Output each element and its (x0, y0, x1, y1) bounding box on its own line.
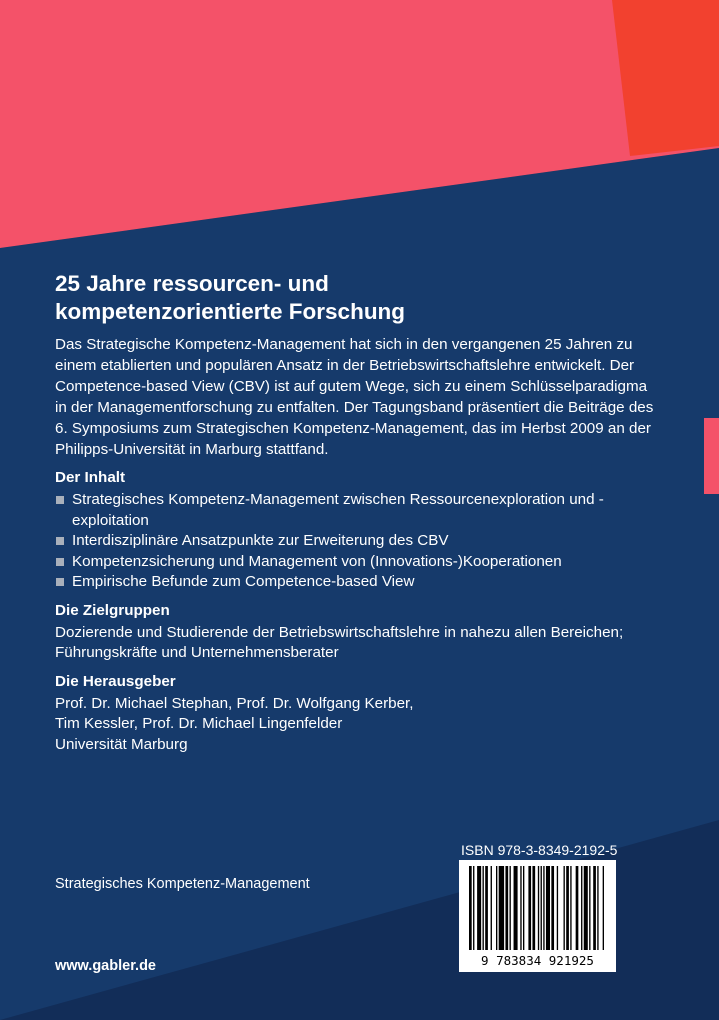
barcode-bar (566, 866, 569, 950)
barcode-bar (576, 866, 579, 950)
barcode-bar (584, 866, 588, 950)
series-title: Strategisches Kompetenz-Management (55, 876, 310, 892)
inhalt-list (55, 490, 655, 593)
barcode-bar (469, 866, 472, 950)
barcode-bar (603, 866, 604, 950)
barcode-bar (528, 866, 531, 950)
barcode-bar (520, 866, 521, 950)
list-item: Empirische Befunde zum Competence-based View (55, 572, 655, 593)
barcode-bar (541, 866, 542, 950)
intro-paragraph: Das Strategische Kompetenz-Management hat sich in den vergangenen 25 Jahren zu einem etablierten und populären Ansatz in der Betriebswirtschaftslehre entwickelt. Der Competence-based View (CBV) ist auf gutem Wege, sich zu einem Schlüsselparadigma in der Managementforschung zu entfalten. Der Tagungsband präsentiert die Beiträge des 6. Symposiums zum Strategischen Kompetenz-Management, das im Herbst 2009 an der Philipps-Universität in Marburg stattfand. (55, 336, 654, 458)
herausgeber-line-3: Universität Marburg (55, 735, 188, 753)
barcode-bar (589, 866, 590, 950)
square-bullet-icon (56, 558, 64, 566)
barcode-bar (491, 866, 492, 950)
square-bullet-icon (56, 578, 64, 586)
barcode-bar (510, 866, 511, 950)
list-item: Kompetenzsicherung und Management von (Innovations-)Kooperationen (55, 552, 655, 573)
barcode-bar (485, 866, 488, 950)
barcode-bar (581, 866, 582, 950)
zielgruppen-title: Die Zielgruppen (55, 601, 170, 619)
barcode-bar (532, 866, 535, 950)
pink-side-tab (704, 418, 719, 494)
barcode-bar (477, 866, 481, 950)
zielgruppen-text: Dozierende und Studierende der Betriebswirtschaftslehre in nahezu allen Bereichen; Führungskräfte und Unternehmensberater (55, 623, 624, 661)
herausgeber-line-1: Prof. Dr. Michael Stephan, Prof. Dr. Wolfgang Kerber, (55, 694, 414, 712)
list-item: Interdisziplinäre Ansatzpunkte zur Erweiterung des CBV (55, 531, 655, 552)
square-bullet-icon (56, 496, 64, 504)
publisher-website: www.gabler.de (55, 958, 156, 974)
barcode-bar (496, 866, 497, 950)
barcode-bar (546, 866, 550, 950)
back-cover-text (55, 270, 655, 755)
herausgeber-title: Die Herausgeber (55, 672, 176, 690)
headline-line-1: 25 Jahre ressourcen- und (55, 271, 329, 296)
headline-line-2: kompetenzorientierte Forschung (55, 299, 406, 324)
square-bullet-icon (56, 537, 64, 545)
isbn-label: ISBN 978-3-8349-2192-5 (461, 842, 618, 858)
herausgeber-text (55, 694, 655, 756)
inhalt-title: Der Inhalt (55, 469, 126, 486)
barcode-bar (597, 866, 598, 950)
barcode-bar (593, 866, 596, 950)
barcode-bar (551, 866, 554, 950)
barcode-bar (523, 866, 524, 950)
herausgeber-line-2: Tim Kessler, Prof. Dr. Michael Lingenfelder (55, 715, 343, 732)
barcode-bar (473, 866, 474, 950)
barcode-bar (499, 866, 504, 950)
barcode-digits: 9 783834 921925 (481, 953, 594, 968)
barcode-bar (564, 866, 565, 950)
barcode-bar (557, 866, 558, 950)
barcode-bar (514, 866, 518, 950)
barcode (459, 860, 616, 972)
barcode-bar (543, 866, 544, 950)
barcode-bar (505, 866, 508, 950)
barcode-bar (538, 866, 539, 950)
headline (55, 270, 655, 326)
list-item: Strategisches Kompetenz-Management zwischen Ressourcenexploration und -exploitation (55, 490, 655, 531)
barcode-bar (483, 866, 484, 950)
red-corner-shape (612, 0, 719, 156)
barcode-bar (570, 866, 571, 950)
